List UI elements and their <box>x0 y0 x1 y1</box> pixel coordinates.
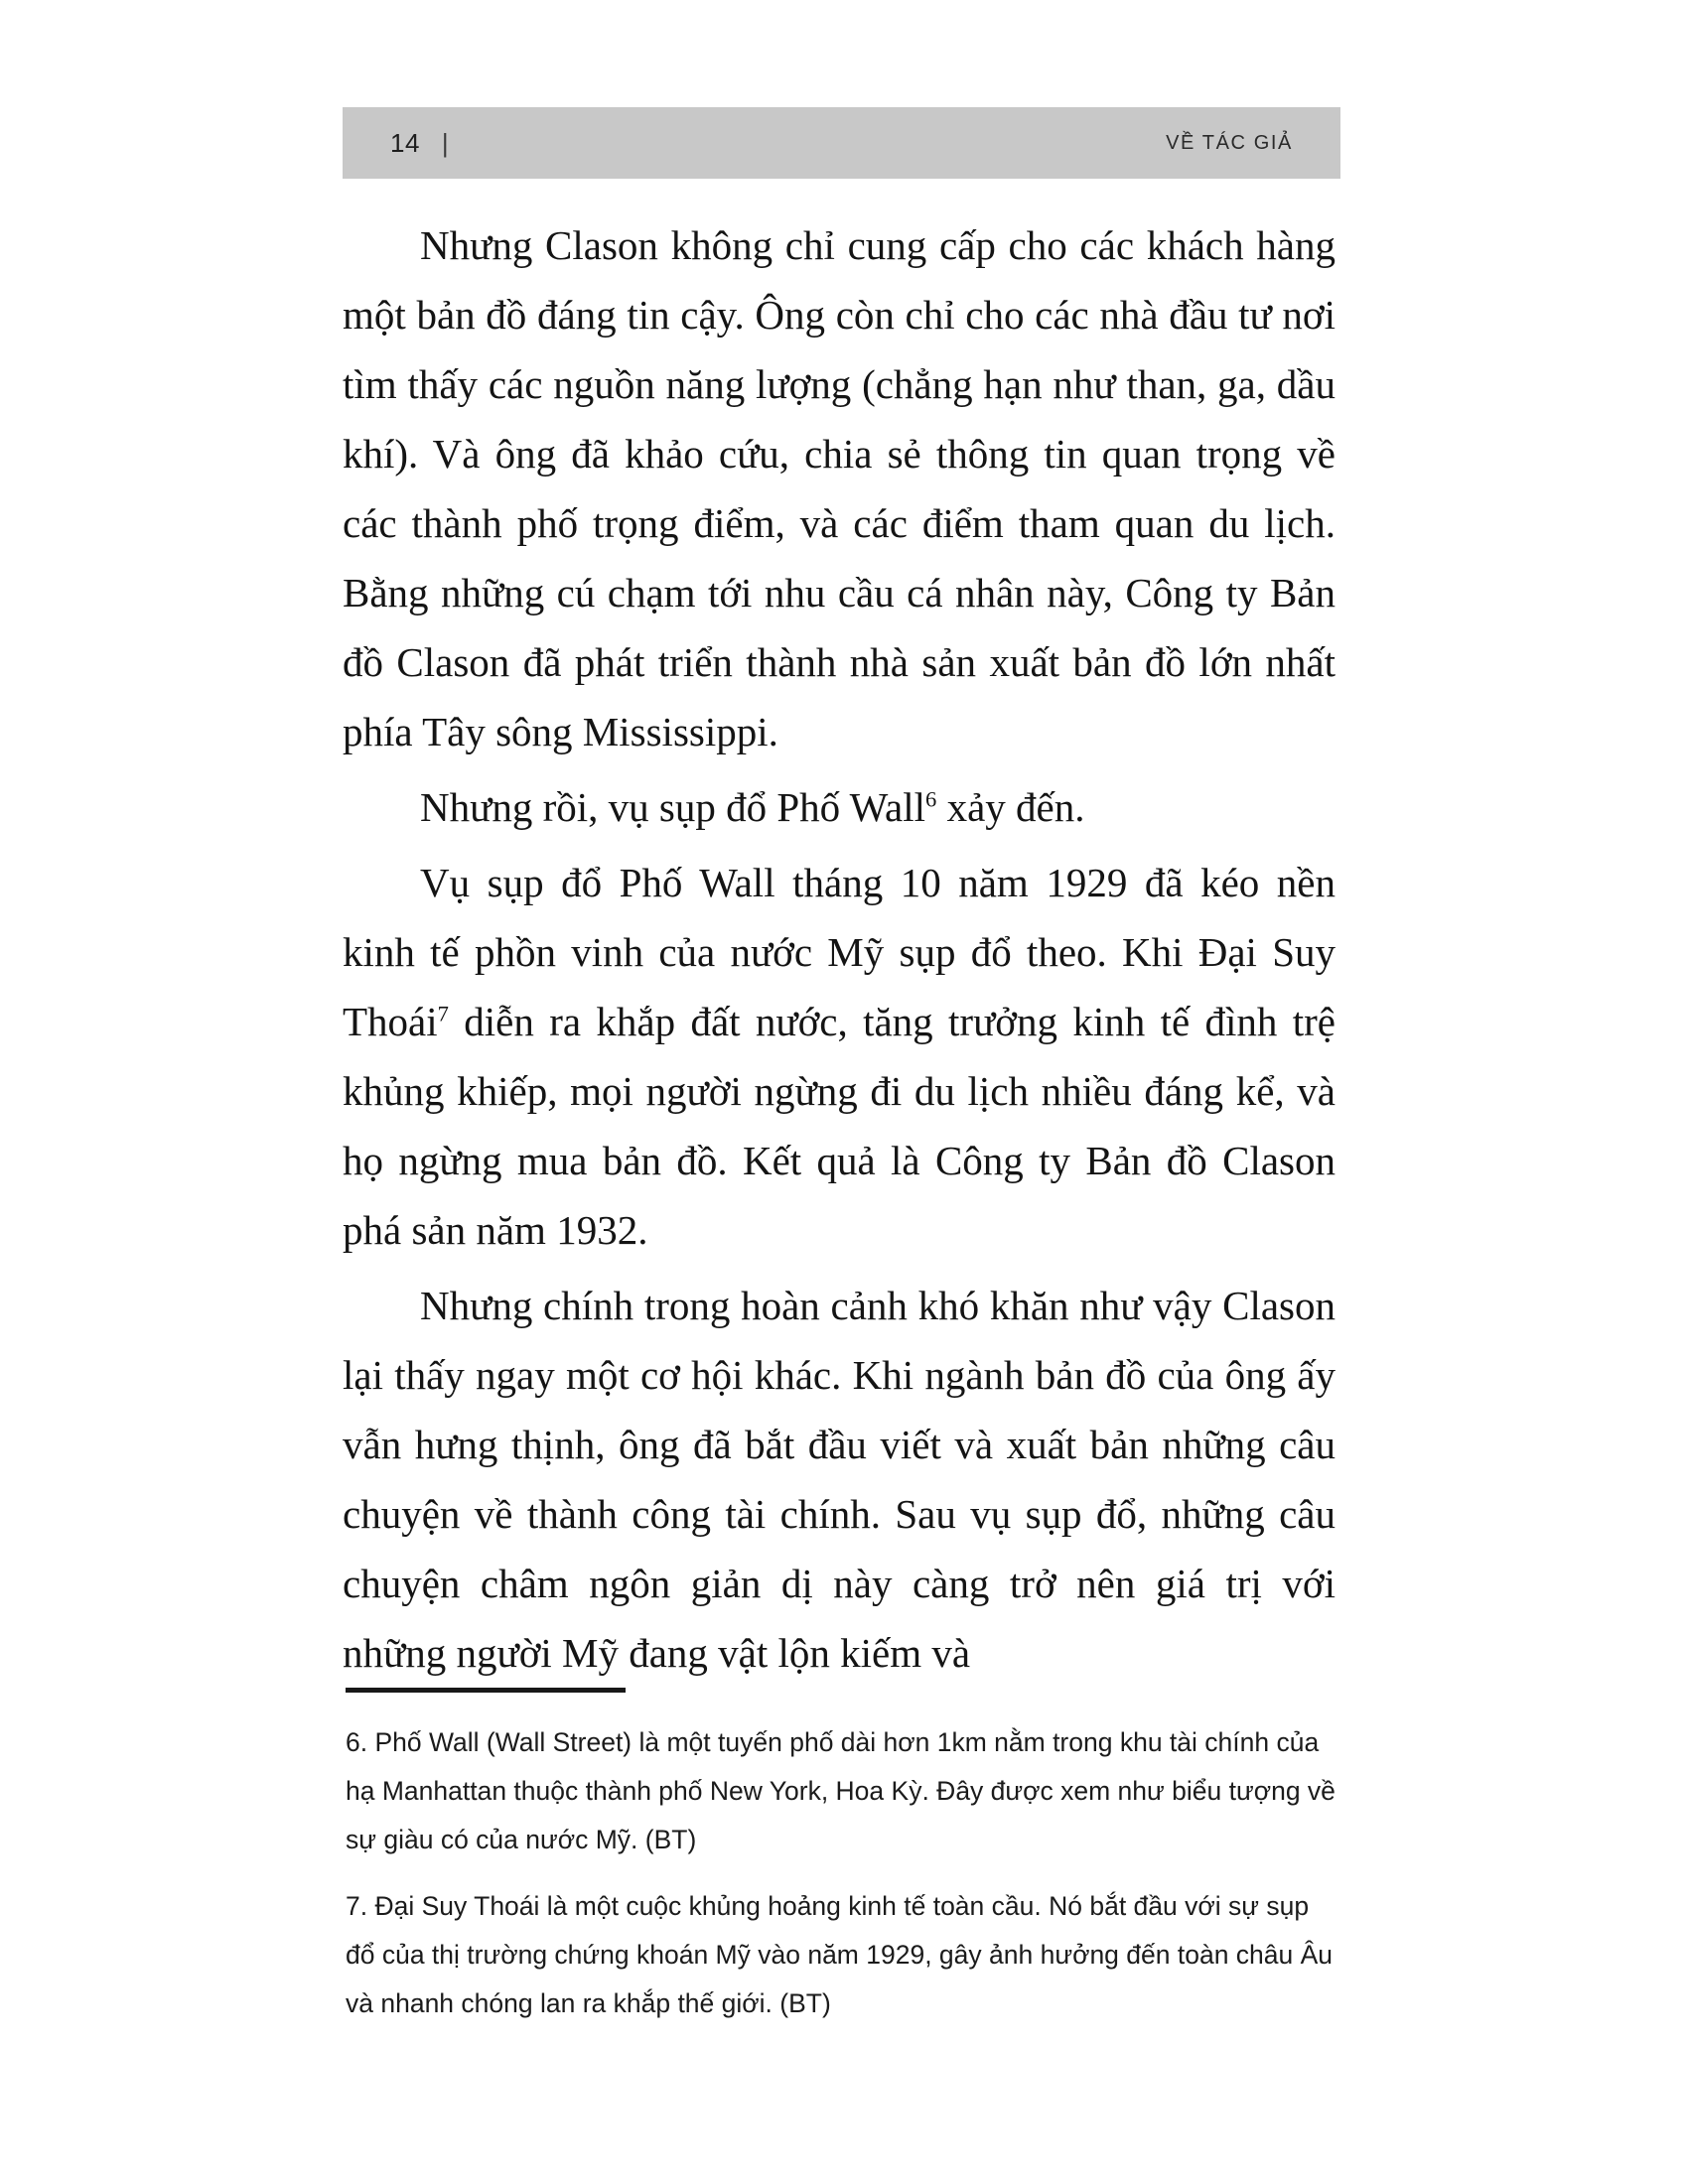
running-header-left <box>390 128 449 159</box>
paragraph-4: Nhưng chính trong hoàn cảnh khó khăn như vậy Clason lại thấy ngay một cơ hội khác. Khi ngành bản đồ của ông ấy vẫn hưng thịnh, ông đã bắt đầu viết và xuất bản những câu chuyện về thành công tài chính. Sau vụ sụp đổ, những câu chuyện châm ngôn giản dị này càng trở nên giá trị với những người Mỹ đang vật lộn kiếm và <box>343 1283 1336 1676</box>
page-number: 14 <box>390 127 420 158</box>
paragraph-1: Nhưng Clason không chỉ cung cấp cho các khách hàng một bản đồ đáng tin cậy. Ông còn chỉ cho các nhà đầu tư nơi tìm thấy các nguồn năng lượng (chẳng hạn như than, ga, dầu khí). Và ông đã khảo cứu, chia sẻ thông tin quan trọng về các thành phố trọng điểm, và các điểm tham quan du lịch. Bằng những cú chạm tới nhu cầu cá nhân này, Công ty Bản đồ Clason đã phát triển thành nhà sản xuất bản đồ lớn nhất phía Tây sông Mississippi. <box>343 222 1336 754</box>
section-title: VỀ TÁC GIẢ <box>1166 131 1293 154</box>
footnote-separator <box>346 1688 626 1693</box>
paragraph-3-text-before: Vụ sụp đổ Phố Wall tháng 10 năm 1929 đã kéo nền kinh tế phồn vinh của nước Mỹ sụp đổ theo. Khi Đại Suy Thoái <box>343 860 1336 1044</box>
page-body <box>343 210 1336 1688</box>
footnote-marker-6[interactable]: 6 <box>925 786 937 812</box>
footnote-6: 6. Phố Wall (Wall Street) là một tuyến phố dài hơn 1km nằm trong khu tài chính của hạ Manhattan thuộc thành phố New York, Hoa Kỳ. Đây được xem như biểu tượng về sự giàu có của nước Mỹ. (BT) <box>346 1727 1336 1854</box>
footnote-area <box>346 1688 1338 2028</box>
footnote-7: 7. Đại Suy Thoái là một cuộc khủng hoảng kinh tế toàn cầu. Nó bắt đầu với sự sụp đổ của thị trường chứng khoán Mỹ vào năm 1929, gây ảnh hưởng đến toàn châu Âu và nhanh chóng lan ra khắp thế giới. (BT) <box>346 1891 1334 2018</box>
running-header <box>343 107 1340 179</box>
paragraph-2-text-after: xảy đến. <box>936 784 1085 830</box>
paragraph-3-text-after: diễn ra khắp đất nước, tăng trưởng kinh tế đình trệ khủng khiếp, mọi người ngừng đi du lịch nhiều đáng kể, và họ ngừng mua bản đồ. Kết quả là Công ty Bản đồ Clason phá sản năm 1932. <box>343 999 1336 1253</box>
paragraph-3 <box>343 848 1336 1265</box>
paragraph-2 <box>343 772 1336 842</box>
paragraph-2-text-before: Nhưng rồi, vụ sụp đổ Phố Wall <box>420 784 926 830</box>
footnote-marker-7[interactable]: 7 <box>437 1001 449 1026</box>
header-divider: | <box>441 127 449 158</box>
